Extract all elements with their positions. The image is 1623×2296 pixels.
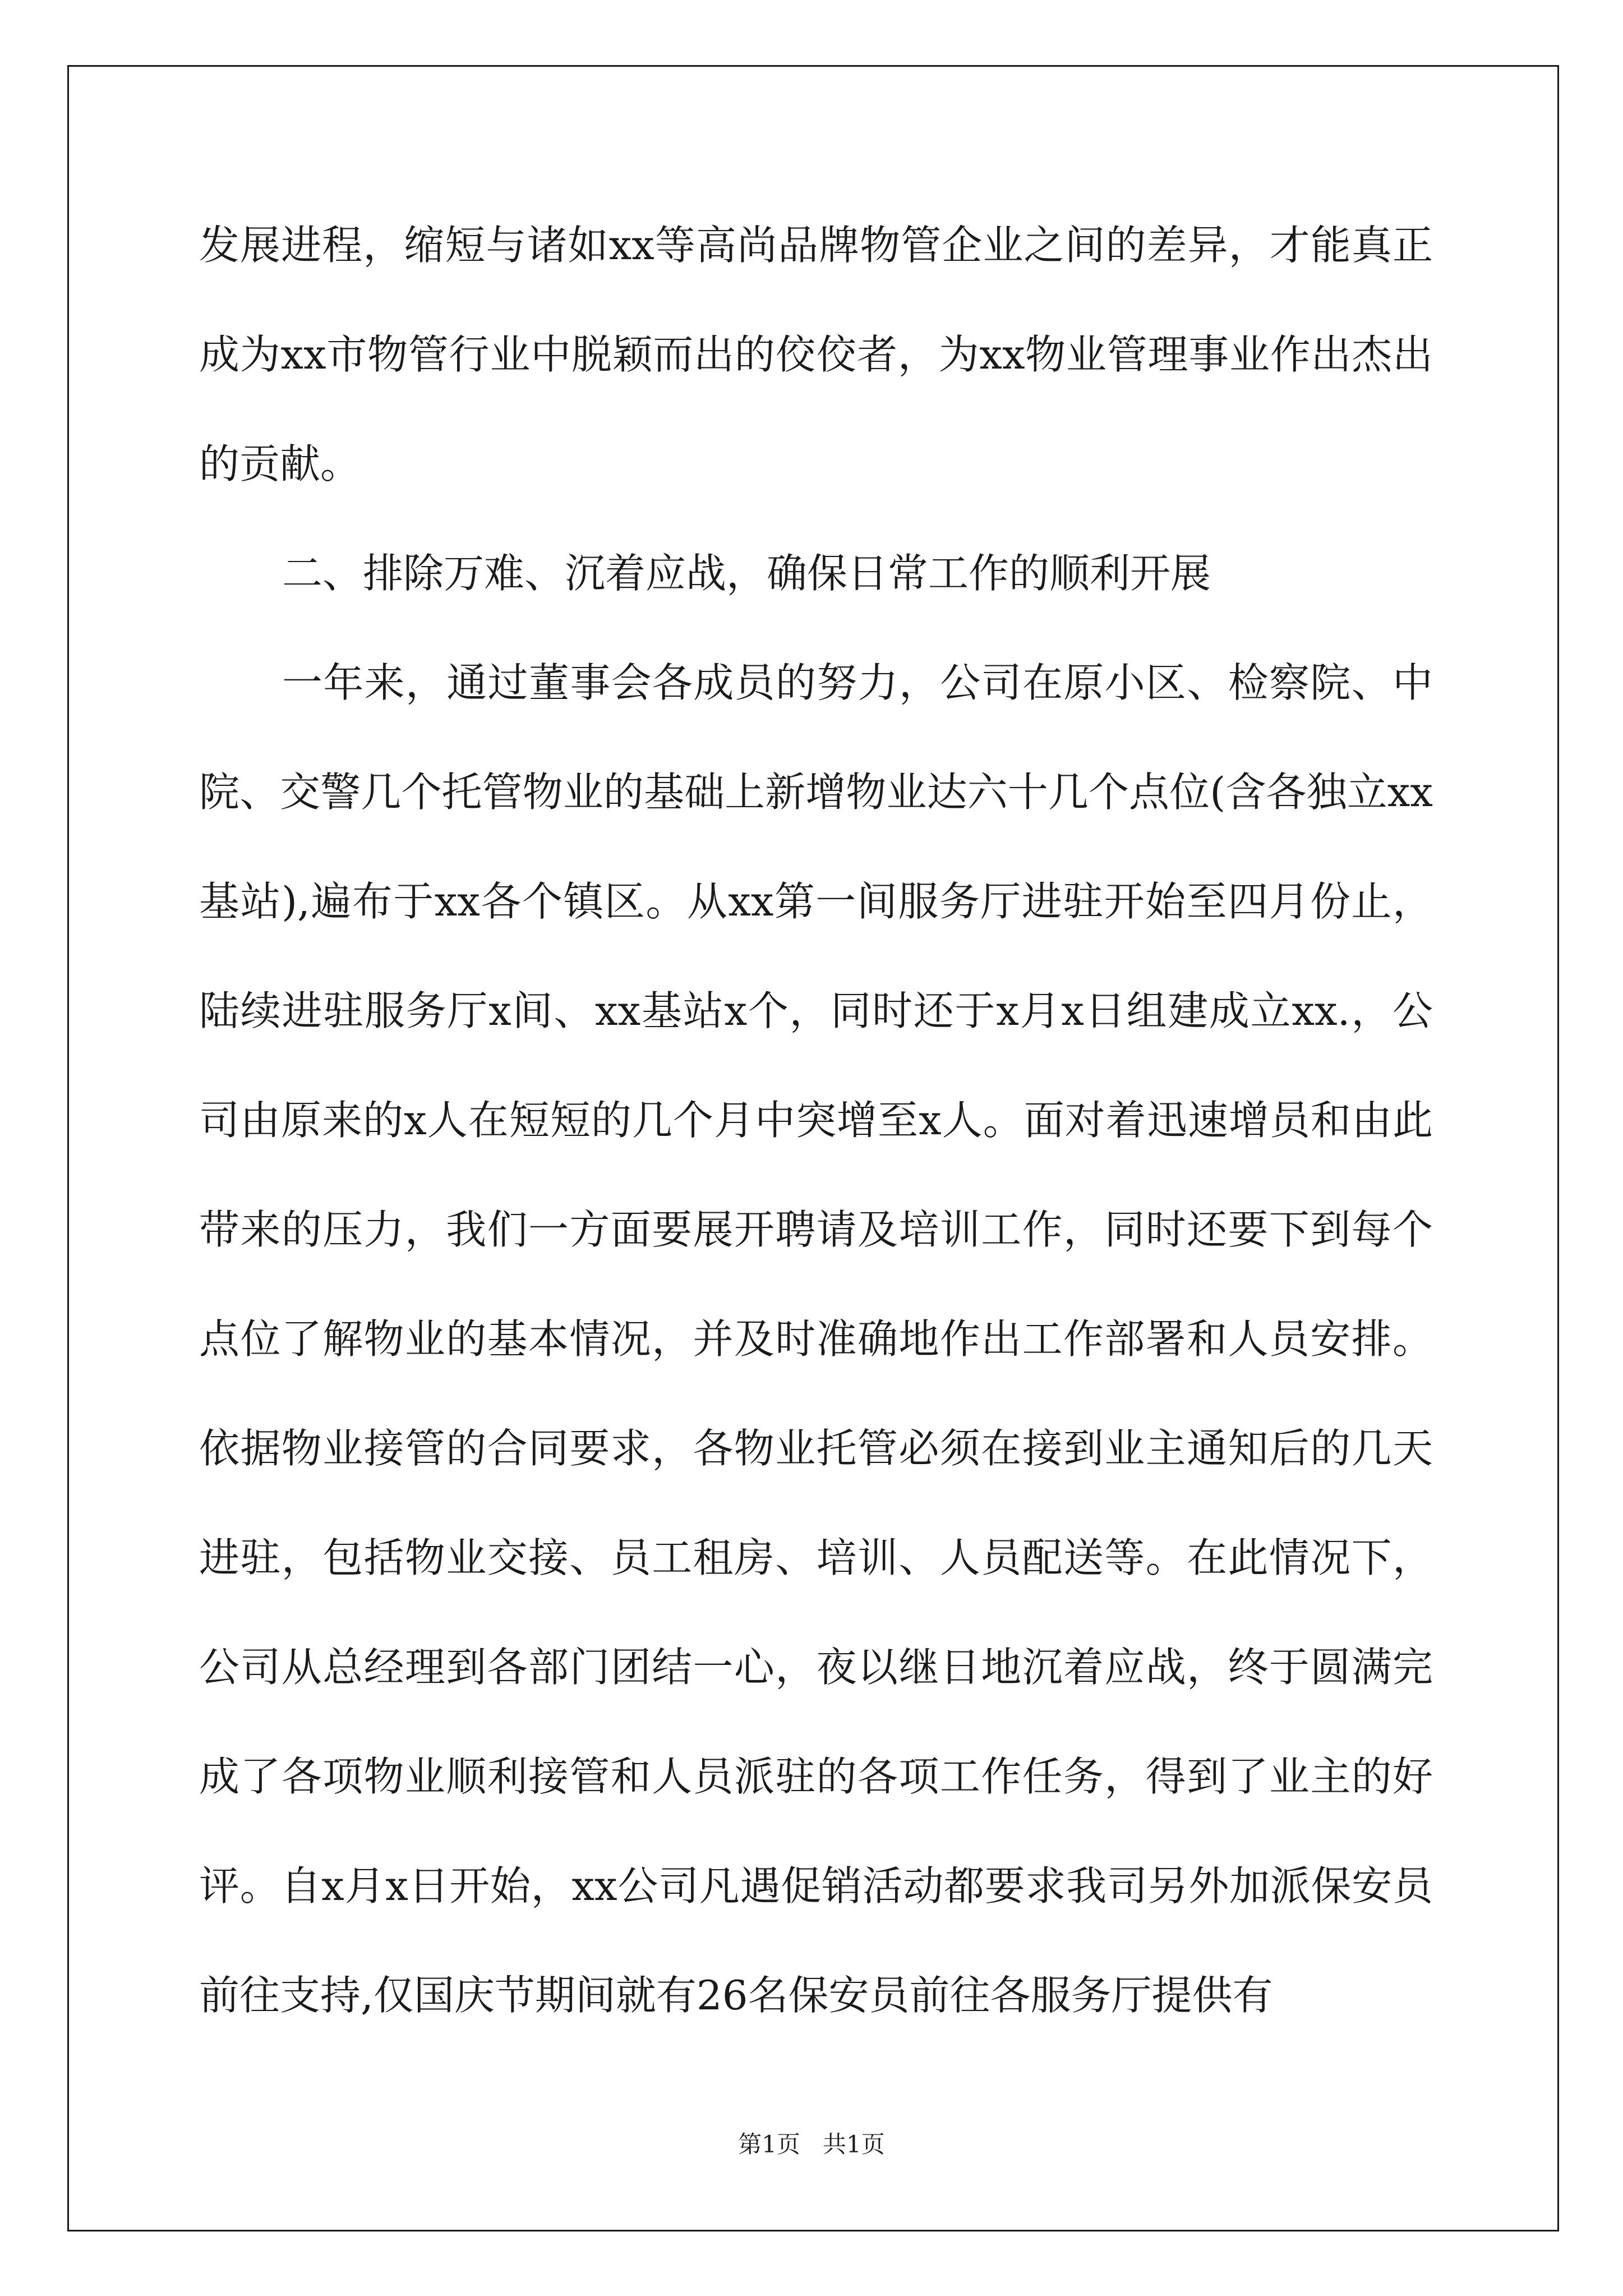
paragraph-2: 一年来，通过董事会各成员的努力，公司在原小区、检察院、中院、交警几个托管物业的基础上新增物业达六十几个点位(含各独立xx基站),遍布于xx各个镇区。从xx第一间服务厅进驻开始至四月份止，陆续进驻服务厅x间、xx基站x个，同时还于x月x日组建成立xx.，公司由原来的x人在短短的几个月中突增至x人。面对着迅速增员和由此带来的压力，我们一方面要展开聘请及培训工作，同时还要下到每个点位了解物业的基本情况，并及时准确地作出工作部署和人员安排。依据物业接管的合同要求，各物业托管必须在接到业主通知后的几天进驻，包括物业交接、员工租房、培训、人员配送等。在此情况下，公司从总经理到各部门团结一心，夜以继日地沉着应战，终于圆满完成了各项物业顺利接管和人员派驻的各项工作任务，得到了业主的好评。自x月x日开始，xx公司凡遇促销活动都要求我司另外加派保安员前往支持,仅国庆节期间就有26名保安员前往各服务厅提供有 (199, 659, 1433, 2019)
paragraph-1: 发展进程，缩短与诸如xx等高尚品牌物管企业之间的差异，才能真正成为xx市物管行业中脱颖而出的佼佼者，为xx物业管理事业作出杰出的贡献。 (199, 222, 1433, 487)
section-heading: 二、排除万难、沉着应战，确保日常工作的顺利开展 (282, 550, 1211, 597)
document-body (199, 191, 1433, 2050)
page-footer: 第1页 共1页 (738, 2131, 885, 2158)
